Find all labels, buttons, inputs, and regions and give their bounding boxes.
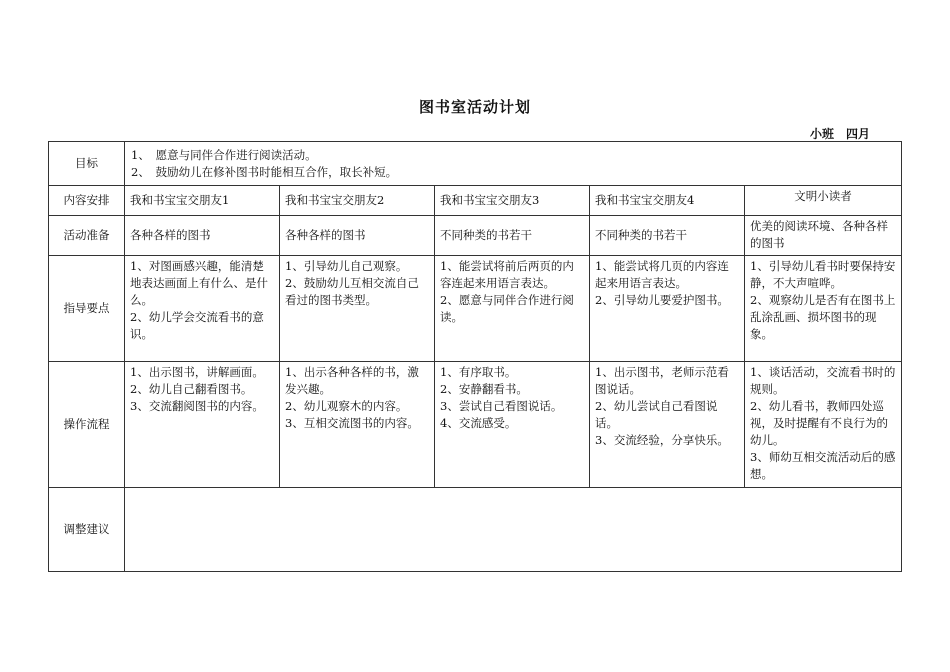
content-row [49, 186, 902, 216]
process-4-item-3: 3、交流经验，分享快乐。 [595, 433, 729, 447]
process-cell-3 [435, 362, 590, 488]
content-cell-1: 我和书宝宝交朋友1 [125, 186, 280, 216]
process-3-item-4: 4、交流感受。 [440, 416, 517, 430]
goal-line-1: 1、 愿意与同伴合作进行阅读活动。 [131, 147, 317, 162]
guide-1-item-2: 2、幼儿学会交流看书的意识。 [130, 310, 264, 341]
goal-row [49, 142, 902, 186]
guide-cell-4 [590, 256, 745, 362]
activity-plan-table [48, 141, 902, 572]
guide-5-item-2: 2、观察幼儿是否有在图书上乱涂乱画、损坏图书的现象。 [750, 293, 896, 341]
process-row [49, 362, 902, 488]
process-2-item-2: 2、幼儿观察木的内容。 [285, 399, 408, 413]
class-month-label: 小班 四月 [809, 127, 870, 141]
guide-cell-3 [435, 256, 590, 362]
process-5-item-1: 1、谈话活动，交流看书时的规则。 [750, 365, 896, 396]
content-cell-2: 我和书宝宝交朋友2 [280, 186, 435, 216]
guide-label: 指导要点 [49, 256, 125, 362]
adjust-row [49, 488, 902, 572]
adjust-label: 调整建议 [49, 488, 125, 572]
prep-cell-3: 不同种类的书若干 [435, 216, 590, 256]
guide-3-item-1: 1、能尝试将前后两页的内容连起来用语言表达。 [440, 259, 574, 290]
process-3-item-3: 3、尝试自己看图说话。 [440, 399, 563, 413]
guide-cell-5 [745, 256, 902, 362]
process-label: 操作流程 [49, 362, 125, 488]
process-2-item-3: 3、互相交流图书的内容。 [285, 416, 419, 430]
goal-label: 目标 [49, 142, 125, 186]
content-cell-5: 文明小读者 [745, 186, 902, 216]
guide-3-item-2: 2、愿意与同伴合作进行阅读。 [440, 293, 574, 324]
content-label: 内容安排 [49, 186, 125, 216]
process-3-item-1: 1、有序取书。 [440, 365, 517, 379]
process-5-item-3: 3、师幼互相交流活动后的感想。 [750, 450, 896, 481]
process-cell-4 [590, 362, 745, 488]
guide-2-item-2: 2、鼓励幼儿互相交流自己看过的图书类型。 [285, 276, 419, 307]
prep-label: 活动准备 [49, 216, 125, 256]
process-cell-2 [280, 362, 435, 488]
guide-cell-1 [125, 256, 280, 362]
guide-4-item-2: 2、引导幼儿要爱护图书。 [595, 293, 729, 307]
process-1-item-3: 3、交流翻阅图书的内容。 [130, 399, 264, 413]
process-3-item-2: 2、安静翻看书。 [440, 382, 528, 396]
adjust-cell[interactable] [125, 488, 902, 572]
process-5-item-2: 2、幼儿看书，教师四处巡视，及时提醒有不良行为的幼儿。 [750, 399, 888, 447]
guide-5-item-1: 1、引导幼儿看书时要保持安静，不大声喧哗。 [750, 259, 896, 290]
process-4-item-1: 1、出示图书，老师示范看图说话。 [595, 365, 729, 396]
process-cell-5 [745, 362, 902, 488]
prep-cell-4: 不同种类的书若干 [590, 216, 745, 256]
guide-2-item-1: 1、引导幼儿自己观察。 [285, 259, 408, 273]
process-1-item-1: 1、出示图书，讲解画面。 [130, 365, 264, 379]
process-2-item-1: 1、出示各种各样的书，激发兴趣。 [285, 365, 419, 396]
guide-cell-2 [280, 256, 435, 362]
prep-cell-1: 各种各样的图书 [125, 216, 280, 256]
goal-line-2: 2、 鼓励幼儿在修补图书时能相互合作，取长补短。 [131, 164, 398, 179]
goal-cell [125, 142, 902, 186]
prep-cell-5: 优美的阅读环境、各种各样的图书 [745, 216, 902, 256]
content-cell-4: 我和书宝宝交朋友4 [590, 186, 745, 216]
process-cell-1 [125, 362, 280, 488]
guide-4-item-1: 1、能尝试将几页的内容连起来用语言表达。 [595, 259, 729, 290]
page-title: 图书室活动计划 [418, 98, 531, 116]
prep-row [49, 216, 902, 256]
content-cell-3: 我和书宝宝交朋友3 [435, 186, 590, 216]
guide-1-item-1: 1、对图画感兴趣，能清楚地表达画面上有什么、是什么。 [130, 259, 268, 307]
process-4-item-2: 2、幼儿尝试自己看图说话。 [595, 399, 718, 430]
process-1-item-2: 2、幼儿自己翻看图书。 [130, 382, 253, 396]
guide-row [49, 256, 902, 362]
prep-cell-2: 各种各样的图书 [280, 216, 435, 256]
